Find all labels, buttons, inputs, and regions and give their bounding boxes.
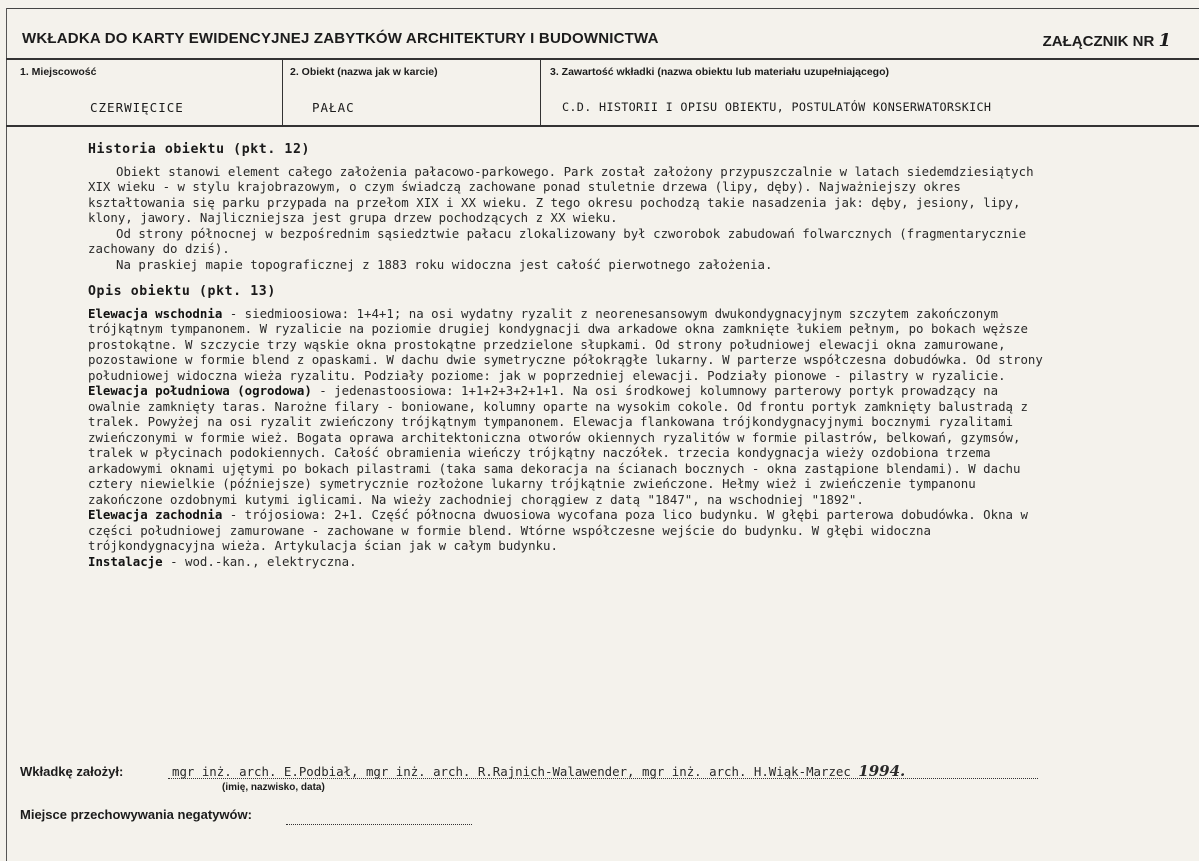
negatives-dotted-line bbox=[286, 824, 472, 825]
south-elevation-title: Elewacja południowa (ogrodowa) bbox=[88, 383, 312, 398]
history-paragraph-2: Od strony północnej w bezpośrednim sąsiedztwie pałacu zlokalizowany był czworobok zabudowań folwarcznych (fragmentarycznie zachowany do dziś). bbox=[88, 225, 1027, 256]
east-elevation-title: Elewacja wschodnia bbox=[88, 305, 223, 321]
description-heading: Opis obiektu (pkt. 13) bbox=[88, 284, 276, 299]
history-heading: Historia obiektu (pkt. 12) bbox=[88, 142, 311, 157]
installations-title: Instalacje bbox=[88, 553, 163, 569]
top-border bbox=[6, 8, 1199, 9]
history-paragraph-3: Na praskiej mapie topograficznej z 1883 roku widoczna jest całość pierwotnego założenia. bbox=[116, 256, 773, 272]
contents-label: 3. Zawartość wkładki (nazwa obiektu lub materiału uzupełniającego) bbox=[550, 66, 889, 78]
west-elevation bbox=[88, 507, 1048, 554]
form-title: WKŁADKA DO KARTY EWIDENCYJNEJ ZABYTKÓW ARCHITEKTURY I BUDOWNICTWA bbox=[22, 30, 659, 47]
east-elevation bbox=[88, 306, 1048, 384]
header-rule bbox=[6, 58, 1199, 60]
east-elevation-text: - siedmioosiowa: 1+4+1; na osi wydatny ryzalit z neorenesansowym dwukondygnacyjnym szczytem zakończonym trójkątnym tympanonem. W ryzalicie na poziomie drugiej kondygnacji dwa arkadowe okna zamknięte łukiem pełnym, po bokach węższe prostokątne. W szczycie trzy wąskie okna prostokątne przedzielone słupkami. Od strony południowej elewacji okna zamurowane, pozostawione w formie blend z opaskami. W dachu dwie symetryczne półokrągłe lukarny. W parterze współczesna dobudówka. Od strony południowej widoczna wieża ryzalitu. Podziały poziome: jak w poprzedniej elewacji. Podziały pionowe - pilastry w ryzalicie. bbox=[88, 305, 1043, 383]
annex-label-text: ZAŁĄCZNIK NR bbox=[1042, 33, 1155, 50]
annex-label bbox=[1043, 30, 1171, 51]
object-value: PAŁAC bbox=[312, 100, 355, 115]
locality-label: 1. Miejscowość bbox=[20, 66, 97, 78]
installations-text: - wod.-kan., elektryczna. bbox=[162, 553, 357, 569]
author-value bbox=[172, 762, 1052, 780]
annex-number: 1 bbox=[1158, 30, 1171, 51]
west-elevation-text: - trójosiowa: 2+1. Część północna dwuosiowa wycofana poza lico budynku. W głębi parterowa dobudówka. Okna w części południowej zamurowane - zachowane w formie blend. Wtórne współczesne wejście do budynku. W głębi widoczna trójkondygnacyjna wieża. Artykulacja ścian jak w całym budynku. bbox=[88, 507, 1028, 553]
author-year: 1994. bbox=[858, 762, 906, 780]
south-elevation bbox=[88, 383, 1048, 507]
installations bbox=[88, 554, 1048, 570]
left-border bbox=[6, 8, 7, 861]
field-divider-1 bbox=[282, 58, 283, 126]
document-body bbox=[88, 142, 1048, 569]
author-names: mgr inż. arch. E.Podbiał, mgr inż. arch. R.Rajnich-Walawender, mgr inż. arch. H.Wiąk-Marzec bbox=[172, 764, 851, 779]
object-label: 2. Obiekt (nazwa jak w karcie) bbox=[290, 66, 438, 78]
locality-value: CZERWIĘCICE bbox=[90, 100, 184, 115]
contents-value: C.D. HISTORII I OPISU OBIEKTU, POSTULATÓW KONSERWATORSKICH bbox=[562, 100, 992, 114]
fields-rule bbox=[6, 125, 1199, 127]
south-elevation-text: - jedenastoosiowa: 1+1+2+3+2+1+1. Na osi środkowej kolumnowy parterowy portyk prowadzący na owalnie zamknięty taras. Narożne filary - boniowane, kolumny oparte na wysokim cokole. Od frontu portyk zamknięty balustradą z tralek. Powyżej na osi ryzalit zwieńczony trójkątnym tympanonem. Elewacja flankowana trójkondygnacyjnymi bocznymi ryzalitami zwieńczonymi w formie wież. Bogata oprawa architektoniczna otworów okiennych ryzalitów w formie pilastrów, belkowań, gzymsów, tralek w płycinach podokiennych. Całość obramienia wieńczy trójkątny naczółek. trzecia kondygnacja wieży ozdobiona trzema arkadowymi oknami ujętymi po bokach pilastrami (taka sama dekoracja na ścianach bocznych - okna zastąpione blendami). W dachu cztery niewielkie (późniejsze) symetrycznie rozłożone lukarny trójkątnie zwieńczone. Hełmy wież i zwieńczenie tympanonu zakończone ozdobnymi kutymi iglicami. Na wieży zachodniej chorągiew z datą "1847", na wschodniej "1892". bbox=[88, 383, 1028, 507]
section-gap bbox=[88, 272, 1048, 284]
author-label: Wkładkę założył: bbox=[20, 764, 124, 779]
west-elevation-title: Elewacja zachodnia bbox=[88, 507, 223, 522]
history-paragraph-1: Obiekt stanowi element całego założenia pałacowo-parkowego. Park został założony przypuszczalnie w latach siedemdziesiątych XIX wieku - w stylu krajobrazowym, o czym świadczą zachowane ponad stuletnie drzewa (lipy, dęby). Najważniejszy okres kształtowania się parku przypada na przełom XIX i XX wieku. Z tego okresu pochodzą takie nasadzenia jak: dęby, jesiony, lipy, klony, jawory. Najliczniejsza jest grupa drzew pochodzących z XX wieku. bbox=[88, 163, 1034, 225]
author-sublabel: (imię, nazwisko, data) bbox=[222, 782, 325, 793]
field-divider-2 bbox=[540, 58, 541, 126]
negatives-label: Miejsce przechowywania negatywów: bbox=[20, 807, 252, 822]
